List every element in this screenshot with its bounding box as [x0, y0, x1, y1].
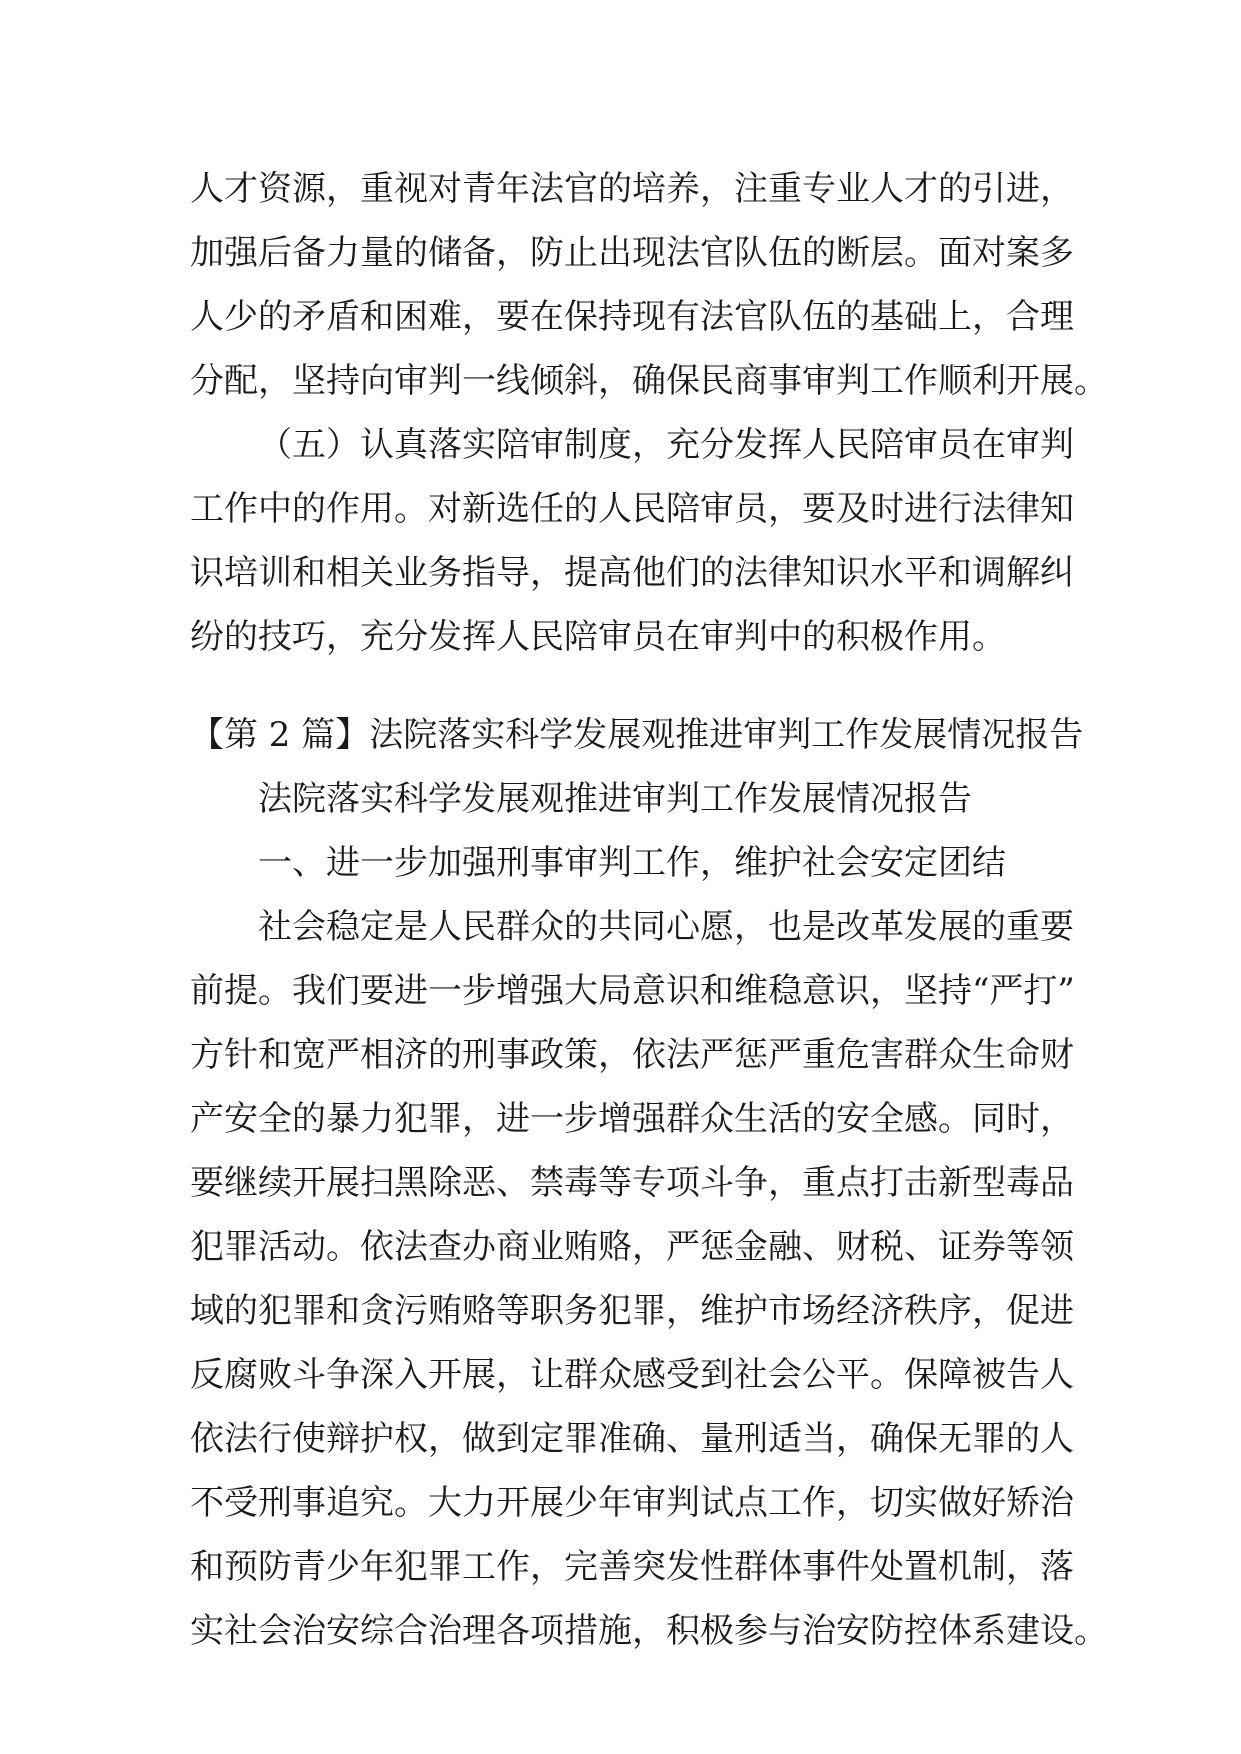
body-text-line: 纷的技巧，充分发挥人民陪审员在审判中的积极作用。 [190, 617, 1006, 657]
body-text-line: 不受刑事追究。大力开展少年审判试点工作，切实做好矫治 [190, 1483, 1074, 1523]
body-text-line: 依法行使辩护权，做到定罪准确、量刑适当，确保无罪的人 [190, 1419, 1074, 1459]
body-text-line: 要继续开展扫黑除恶、禁毒等专项斗争，重点打击新型毒品 [190, 1163, 1074, 1203]
body-text-line: 犯罪活动。依法查办商业贿赂，严惩金融、财税、证券等领 [190, 1227, 1074, 1267]
body-text-line: 产安全的暴力犯罪，进一步增强群众生活的安全感。同时， [190, 1099, 1074, 1139]
body-text-line: 社会稳定是人民群众的共同心愿，也是改革发展的重要 [258, 907, 1074, 947]
article-title: 法院落实科学发展观推进审判工作发展情况报告 [258, 779, 972, 819]
section-subheading: 一、进一步加强刑事审判工作，维护社会安定团结 [258, 843, 1006, 883]
article-heading: 【第 2 篇】法院落实科学发展观推进审判工作发展情况报告 [190, 715, 1084, 755]
body-text-line: 人少的矛盾和困难，要在保持现有法官队伍的基础上，合理 [190, 297, 1074, 337]
body-text-line: 方针和宽严相济的刑事政策，依法严惩严重危害群众生命财 [190, 1035, 1074, 1075]
body-text-line: 实社会治安综合治理各项措施，积极参与治安防控体系建设。 [190, 1611, 1108, 1651]
body-text-line: 加强后备力量的储备，防止出现法官队伍的断层。面对案多 [190, 233, 1074, 273]
body-text-line: 反腐败斗争深入开展，让群众感受到社会公平。保障被告人 [190, 1355, 1074, 1395]
body-text-line: 前提。我们要进一步增强大局意识和维稳意识，坚持“严打” [190, 971, 1075, 1011]
body-text-line: 分配，坚持向审判一线倾斜，确保民商事审判工作顺利开展。 [190, 361, 1108, 401]
body-text-line: 域的犯罪和贪污贿赂等职务犯罪，维护市场经济秩序，促进 [190, 1291, 1074, 1331]
body-text-line: （五）认真落实陪审制度，充分发挥人民陪审员在审判 [258, 425, 1074, 465]
body-text-line: 识培训和相关业务指导，提高他们的法律知识水平和调解纠 [190, 553, 1074, 593]
body-text-line: 人才资源，重视对青年法官的培养，注重专业人才的引进， [190, 169, 1074, 209]
body-text-line: 工作中的作用。对新选任的人民陪审员，要及时进行法律知 [190, 489, 1074, 529]
body-text-line: 和预防青少年犯罪工作，完善突发性群体事件处置机制，落 [190, 1547, 1074, 1587]
